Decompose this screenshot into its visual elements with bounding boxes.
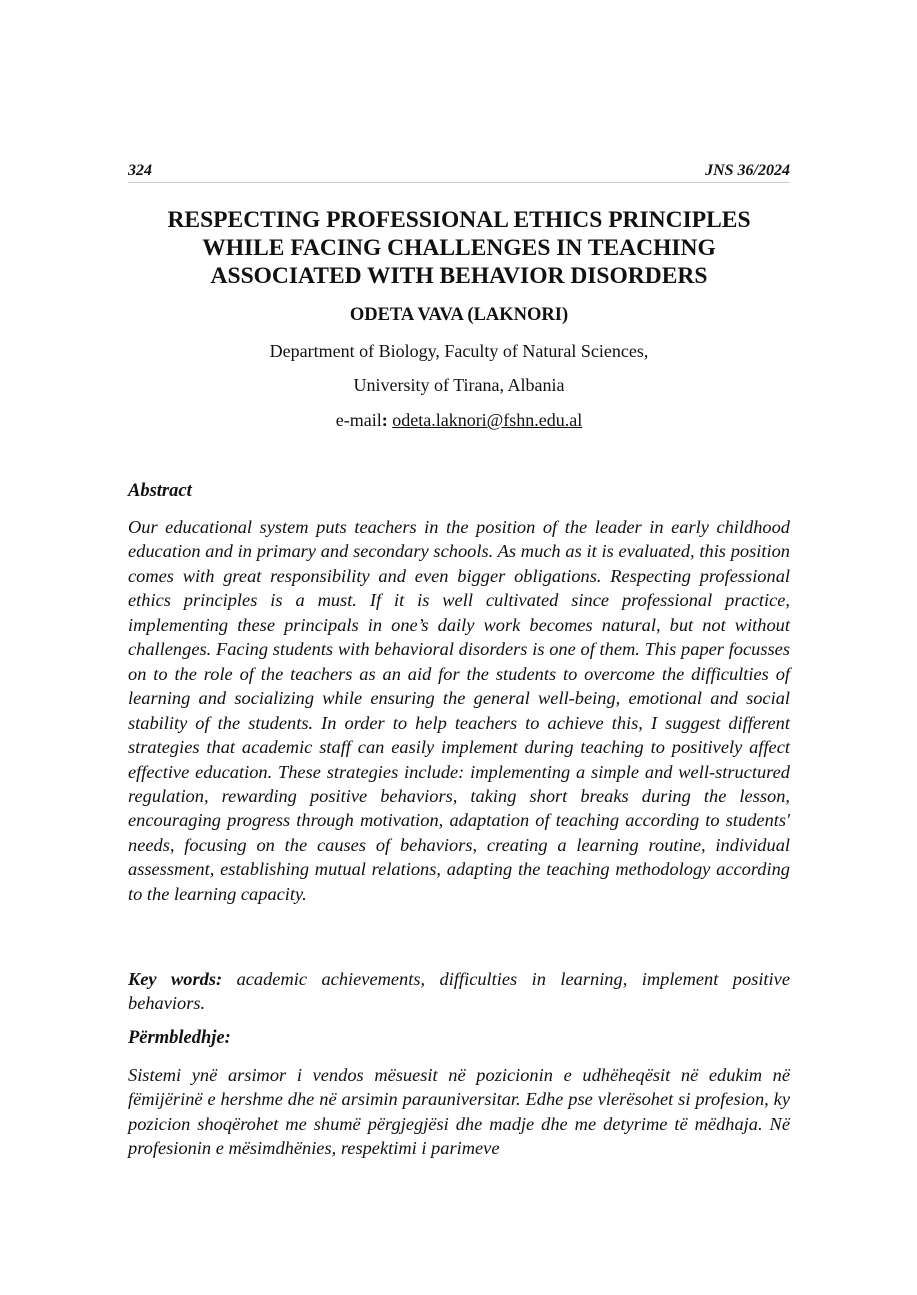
title-line-3: ASSOCIATED WITH BEHAVIOR DISORDERS [210,263,708,289]
journal-issue: JNS 36/2024 [705,162,790,179]
email-link[interactable]: odeta.laknori@fshn.edu.al [392,410,583,430]
affiliation-university: University of Tirana, Albania [353,375,565,395]
affiliation-department: Department of Biology, Faculty of Natural Sciences, [269,341,649,361]
title-line-2: WHILE FACING CHALLENGES IN TEACHING [202,235,716,261]
author-name: ODETA VAVA (LAKNORI) [349,305,569,325]
keywords-paragraph [128,967,790,1016]
running-header [128,160,790,183]
keywords-text: academic achievements, difficulties in learning, implement positive behaviors. [128,969,790,1014]
page-number: 324 [128,162,152,179]
email-line [128,410,790,431]
keywords-label: Key words: [128,969,223,989]
article-title [128,206,790,290]
summary-heading: Përmbledhje: [128,1028,231,1048]
abstract-heading: Abstract [128,481,192,501]
email-label: e-mail [335,410,382,430]
email-colon: : [381,410,388,430]
summary-text: Sistemi ynë arsimor i vendos mësuesit në pozicionin e udhëheqësit në edukim në fëmijërinë e hershme dhe në arsimin parauniversitar. Edhe pse vlerësohet si profesion, ky pozicion shoqërohet me shumë përgjegjësi dhe madje dhe me detyrime të mëdhaja. Në profesionin e mësimdhënies, respektimi i parimeve [128,1065,790,1159]
abstract-text: Our educational system puts teachers in the position of the leader in early childhood education and in primary and secondary schools. As much as it is evaluated, this position comes with great responsibility and even bigger obligations. Respecting professional ethics principles is a must. If it is well cultivated since professional practice, implementing these principals in one’s daily work becomes natural, but not without challenges. Facing students with behavioral disorders is one of them. This paper focusses on to the role of the teachers as an aid for the students to overcome the difficulties of learning and socializing while ensuring the general well-being, emotional and social stability of the students. In order to help teachers to achieve this, I suggest different strategies that academic staff can easily implement during teaching to positively affect effective education. These strategies include: implementing a simple and well-structured regulation, rewarding positive behaviors, taking short breaks during the lesson, encouraging progress through motivation, adaptation of teaching according to students' needs, focusing on the causes of behaviors, creating a learning routine, individual assessment, establishing mutual relations, adapting the teaching methodology according to the learning capacity. [128,517,790,904]
title-line-1: RESPECTING PROFESSIONAL ETHICS PRINCIPLES [167,207,751,233]
